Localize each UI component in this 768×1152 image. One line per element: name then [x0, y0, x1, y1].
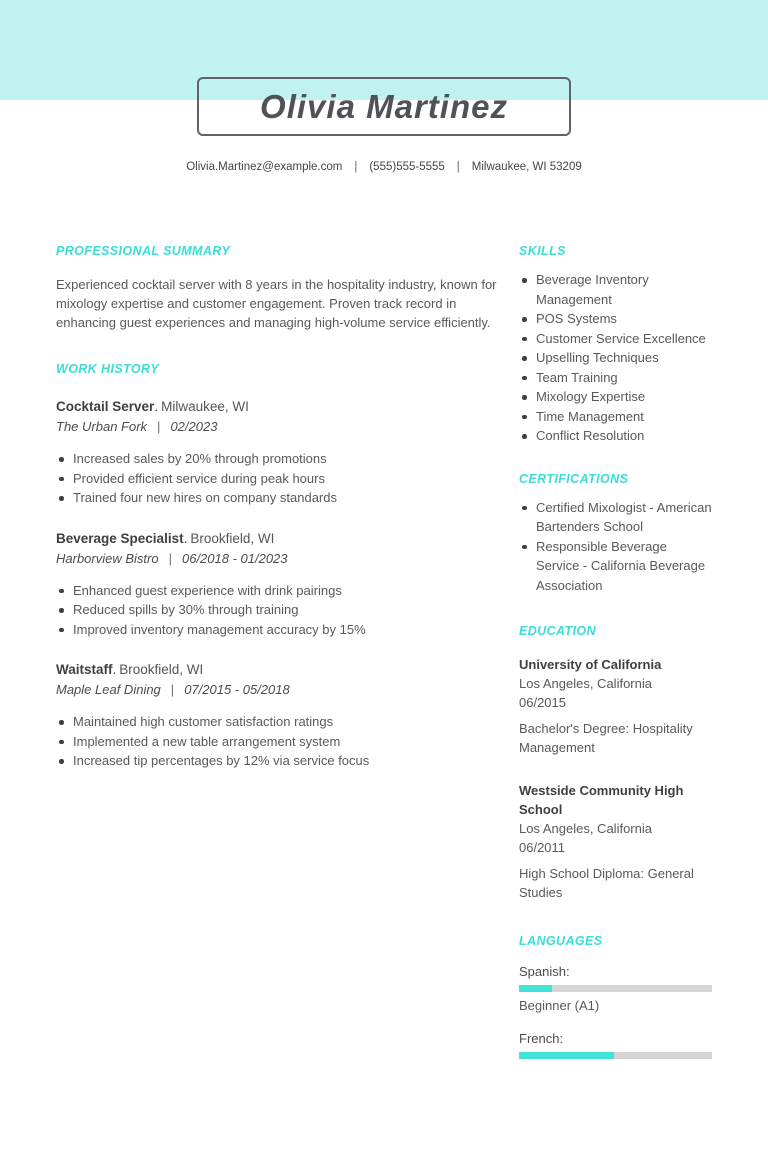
job-bullet: Implemented a new table arrangement system	[56, 732, 497, 752]
job-entry	[56, 660, 497, 771]
certifications-list	[519, 498, 712, 596]
job-location: Brookfield, WI	[190, 530, 275, 546]
job-title: Cocktail Server	[56, 399, 155, 414]
language-progress-track	[519, 1052, 712, 1059]
section-heading-languages: LANGUAGES	[519, 934, 603, 948]
job-meta-line	[56, 680, 497, 700]
section-heading-skills: SKILLS	[519, 244, 566, 258]
job-title: Beverage Specialist	[56, 530, 184, 546]
job-bullet: Reduced spills by 30% through training	[56, 600, 497, 620]
certification-item: Responsible Beverage Service - California Beverage Association	[519, 537, 712, 596]
school-degree: High School Diploma: General Studies	[519, 866, 694, 900]
job-title-separator: .	[112, 662, 117, 677]
skill-item: Team Training	[519, 368, 712, 388]
job-location: Brookfield, WI	[119, 662, 204, 677]
language-progress-fill	[519, 1052, 614, 1059]
candidate-name: Olivia Martinez	[260, 87, 508, 125]
job-title-line	[56, 397, 497, 417]
language-entry	[519, 963, 712, 1015]
education-entry	[519, 781, 712, 902]
job-dates: 02/2023	[170, 419, 218, 434]
section-heading-certifications: CERTIFICATIONS	[519, 471, 629, 486]
job-title-separator: .	[183, 530, 188, 546]
language-name: French:	[519, 1031, 564, 1046]
job-bullet-list	[56, 449, 497, 508]
language-level: Beginner (A1)	[519, 998, 600, 1013]
job-bullet-list	[56, 712, 497, 771]
job-bullet: Provided efficient service during peak hours	[56, 469, 497, 489]
school-degree: Bachelor's Degree: Hospitality Management	[519, 721, 693, 755]
contact-email: Olivia.Martinez@example.com	[186, 161, 343, 173]
job-bullet: Increased tip percentages by 12% via service focus	[56, 751, 497, 771]
contact-line	[0, 161, 768, 173]
language-name: Spanish:	[519, 964, 570, 979]
job-dates: 06/2018 - 01/2023	[181, 550, 288, 566]
job-title-line	[56, 529, 497, 549]
education-entry	[519, 655, 712, 757]
school-name: Westside Community High School	[519, 783, 684, 817]
job-dates: 07/2015 - 05/2018	[184, 682, 290, 697]
skills-list	[519, 270, 712, 446]
language-entry	[519, 1030, 712, 1069]
job-meta-pipe: |	[157, 419, 161, 434]
contact-location: Milwaukee, WI 53209	[471, 161, 582, 173]
job-title: Waitstaff	[56, 662, 113, 677]
content-columns	[56, 244, 712, 1069]
job-meta-pipe: |	[170, 682, 175, 697]
job-title-separator: .	[154, 399, 159, 414]
language-progress-track	[519, 985, 712, 992]
left-column	[56, 244, 497, 1069]
job-bullet: Improved inventory management accuracy by 15%	[56, 620, 497, 640]
right-column	[519, 244, 712, 1069]
school-date: 06/2011	[519, 840, 566, 855]
certification-item: Certified Mixologist - American Bartenders School	[519, 498, 712, 537]
job-company: Harborview Bistro	[56, 550, 159, 566]
job-company: Maple Leaf Dining	[56, 682, 161, 697]
contact-separator: |	[354, 161, 358, 173]
name-box	[197, 77, 571, 136]
language-progress-fill	[519, 985, 552, 992]
skill-item: Upselling Techniques	[519, 348, 712, 368]
skill-item: Customer Service Excellence	[519, 329, 712, 349]
job-bullet: Enhanced guest experience with drink pairings	[56, 581, 497, 601]
contact-phone: (555)555-5555	[369, 161, 445, 173]
job-location: Milwaukee, WI	[161, 399, 249, 414]
contact-separator: |	[456, 161, 460, 173]
section-heading-work-history: WORK HISTORY	[56, 362, 159, 376]
job-entry	[56, 397, 497, 508]
job-meta-pipe: |	[168, 550, 172, 566]
school-location: Los Angeles, California	[519, 821, 652, 836]
school-location: Los Angeles, California	[519, 676, 652, 691]
job-entry	[56, 529, 497, 640]
job-meta-line	[56, 417, 497, 437]
language-level	[519, 1064, 712, 1069]
school-name: University of California	[519, 657, 662, 672]
skill-item: POS Systems	[519, 309, 712, 329]
skill-item: Conflict Resolution	[519, 426, 712, 446]
professional-summary-text: Experienced cocktail server with 8 years in the hospitality industry, known for mixology expertise and customer engagement. Proven track record in enhancing guest experiences and managing high-volume service efficiently.	[56, 277, 497, 330]
section-heading-professional-summary: PROFESSIONAL SUMMARY	[56, 244, 231, 258]
section-heading-education: EDUCATION	[519, 624, 596, 638]
skill-item: Mixology Expertise	[519, 387, 712, 407]
skill-item: Beverage Inventory Management	[519, 270, 712, 309]
school-date: 06/2015	[519, 695, 566, 710]
job-bullet-list	[56, 581, 497, 640]
job-bullet: Trained four new hires on company standards	[56, 488, 497, 508]
job-company: The Urban Fork	[56, 419, 148, 434]
job-bullet: Increased sales by 20% through promotions	[56, 449, 497, 469]
job-bullet: Maintained high customer satisfaction ratings	[56, 712, 497, 732]
job-meta-line	[56, 549, 497, 569]
skill-item: Time Management	[519, 407, 712, 427]
job-title-line	[56, 660, 497, 680]
